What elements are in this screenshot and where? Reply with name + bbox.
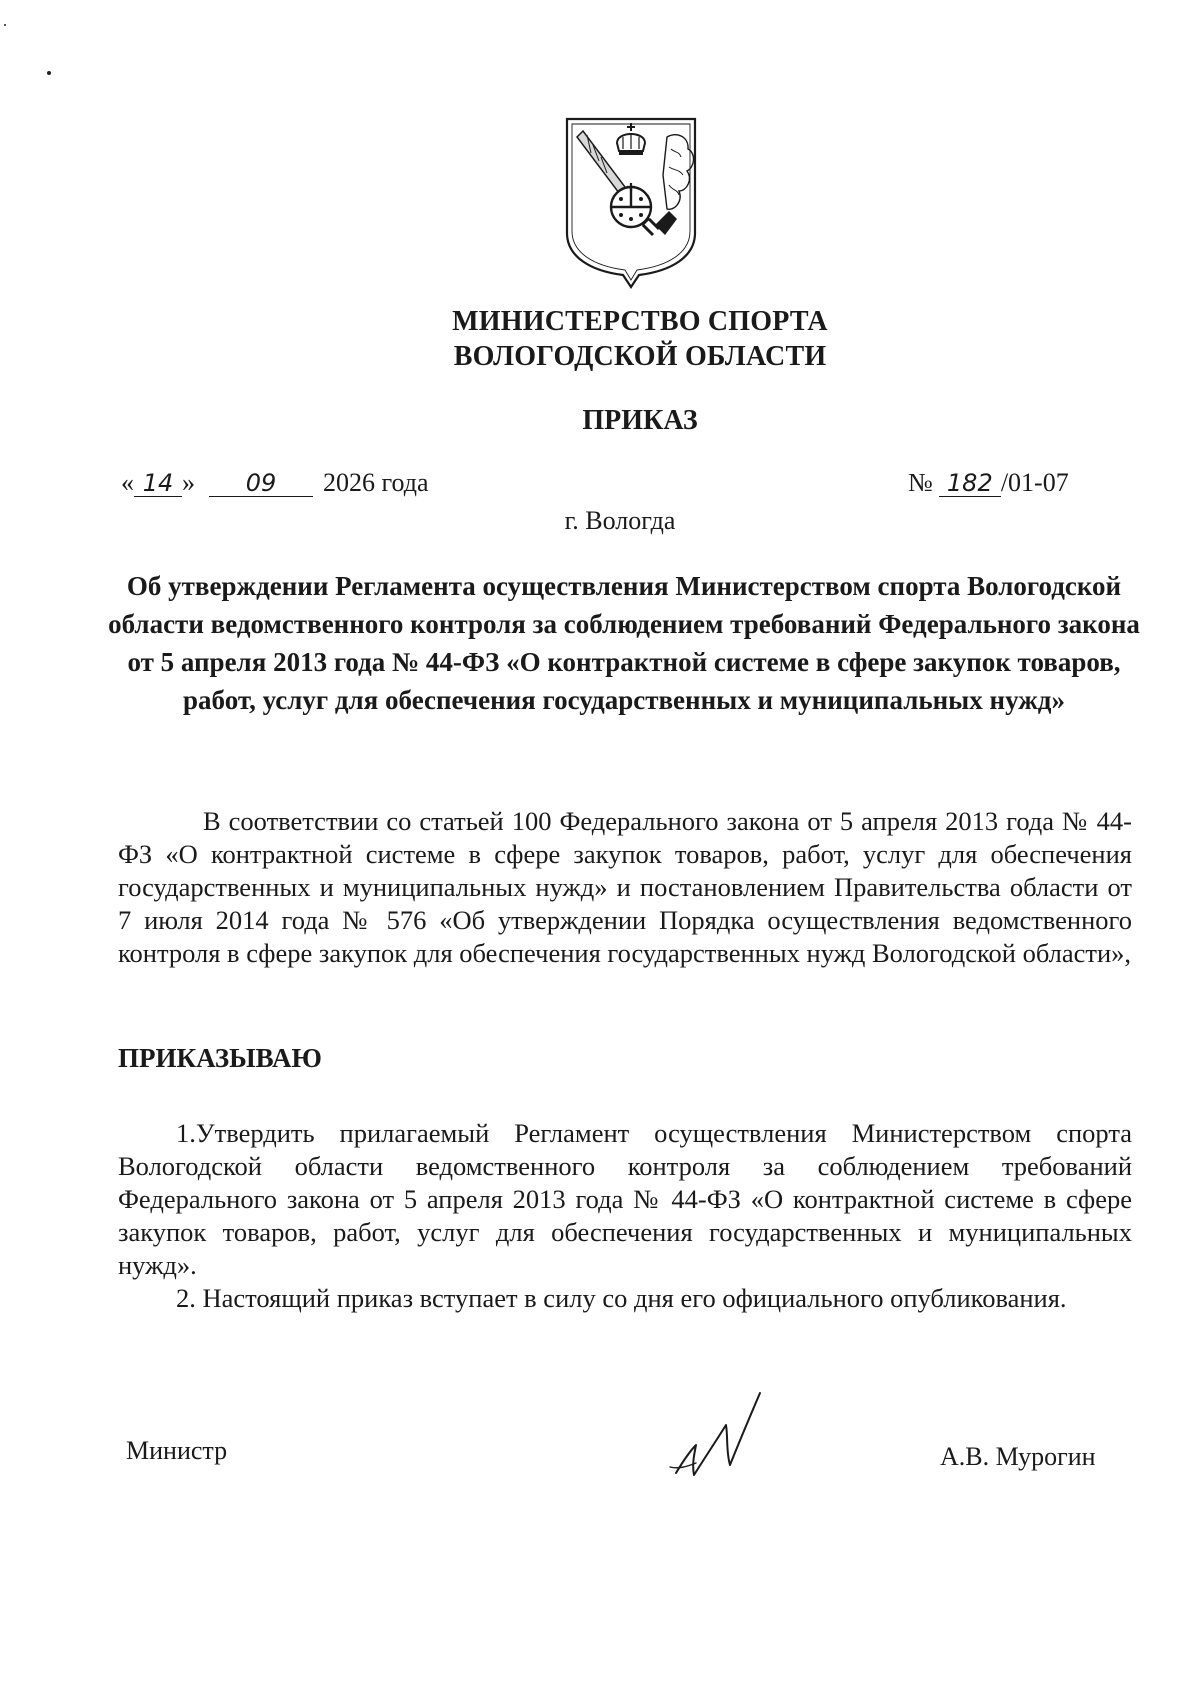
document-city: г. Вологда	[564, 506, 676, 535]
date-year: 2026 года	[323, 468, 429, 497]
date-close-quote: »	[182, 468, 195, 497]
number-suffix: /01-07	[1000, 468, 1069, 497]
number-handwritten: 182	[939, 470, 1001, 497]
organization-name-line2: ВОЛОГОДСКОЙ ОБЛАСТИ	[453, 341, 827, 372]
document-number	[908, 465, 1069, 501]
order-item-2: 2. Настоящий приказ вступает в силу со дня его официального опубликования.	[176, 1283, 1067, 1313]
order-heading: ПРИКАЗЫВАЮ	[118, 1043, 322, 1073]
preamble-paragraph: В соответствии со статьей 100 Федерального закона от 5 апреля 2013 года № 44-ФЗ «О контрактной системе в сфере закупок товаров, работ, услуг для обеспечения государственных и муниципальных нужд» и постановлением Правительства области от 7 июля 2014 года № 576 «Об утверждении Порядка осуществления ведомственного контроля в сфере закупок для обеспечения государственных нужд Вологодской области»,	[118, 806, 1132, 968]
signatory-name: А.В. Мурогин	[940, 1442, 1096, 1471]
date-day: 14	[134, 470, 182, 497]
scan-speck	[47, 71, 51, 75]
order-item-1: 1.Утвердить прилагаемый Регламент осуществления Министерством спорта Вологодской области ведомственного контроля за соблюдением требований Федерального закона от 5 апреля 2013 года № 44-ФЗ «О контрактной системе в сфере закупок товаров, работ, услуг для обеспечения государственных и муниципальных нужд».	[118, 1118, 1132, 1280]
document-type: ПРИКАЗ	[582, 405, 698, 436]
document-date	[121, 465, 429, 501]
date-open-quote: «	[121, 468, 134, 497]
coat-of-arms-icon	[563, 115, 699, 291]
date-month: 09	[209, 470, 313, 497]
scan-speck	[4, 24, 6, 26]
organization-name-line1: МИНИСТЕРСТВО СПОРТА	[452, 306, 828, 337]
document-subject: Об утверждении Регламента осуществления Министерством спорта Вологодской области ведомственного контроля за соблюдением требований Федерального закона от 5 апреля 2013 года № 44-ФЗ «О контрактной системе в сфере закупок товаров, работ, услуг для обеспечения государственных и муниципальных нужд»	[108, 571, 1140, 715]
number-prefix: №	[908, 468, 933, 497]
signatory-title: Министр	[126, 1436, 228, 1465]
handwritten-signature	[668, 1385, 768, 1485]
